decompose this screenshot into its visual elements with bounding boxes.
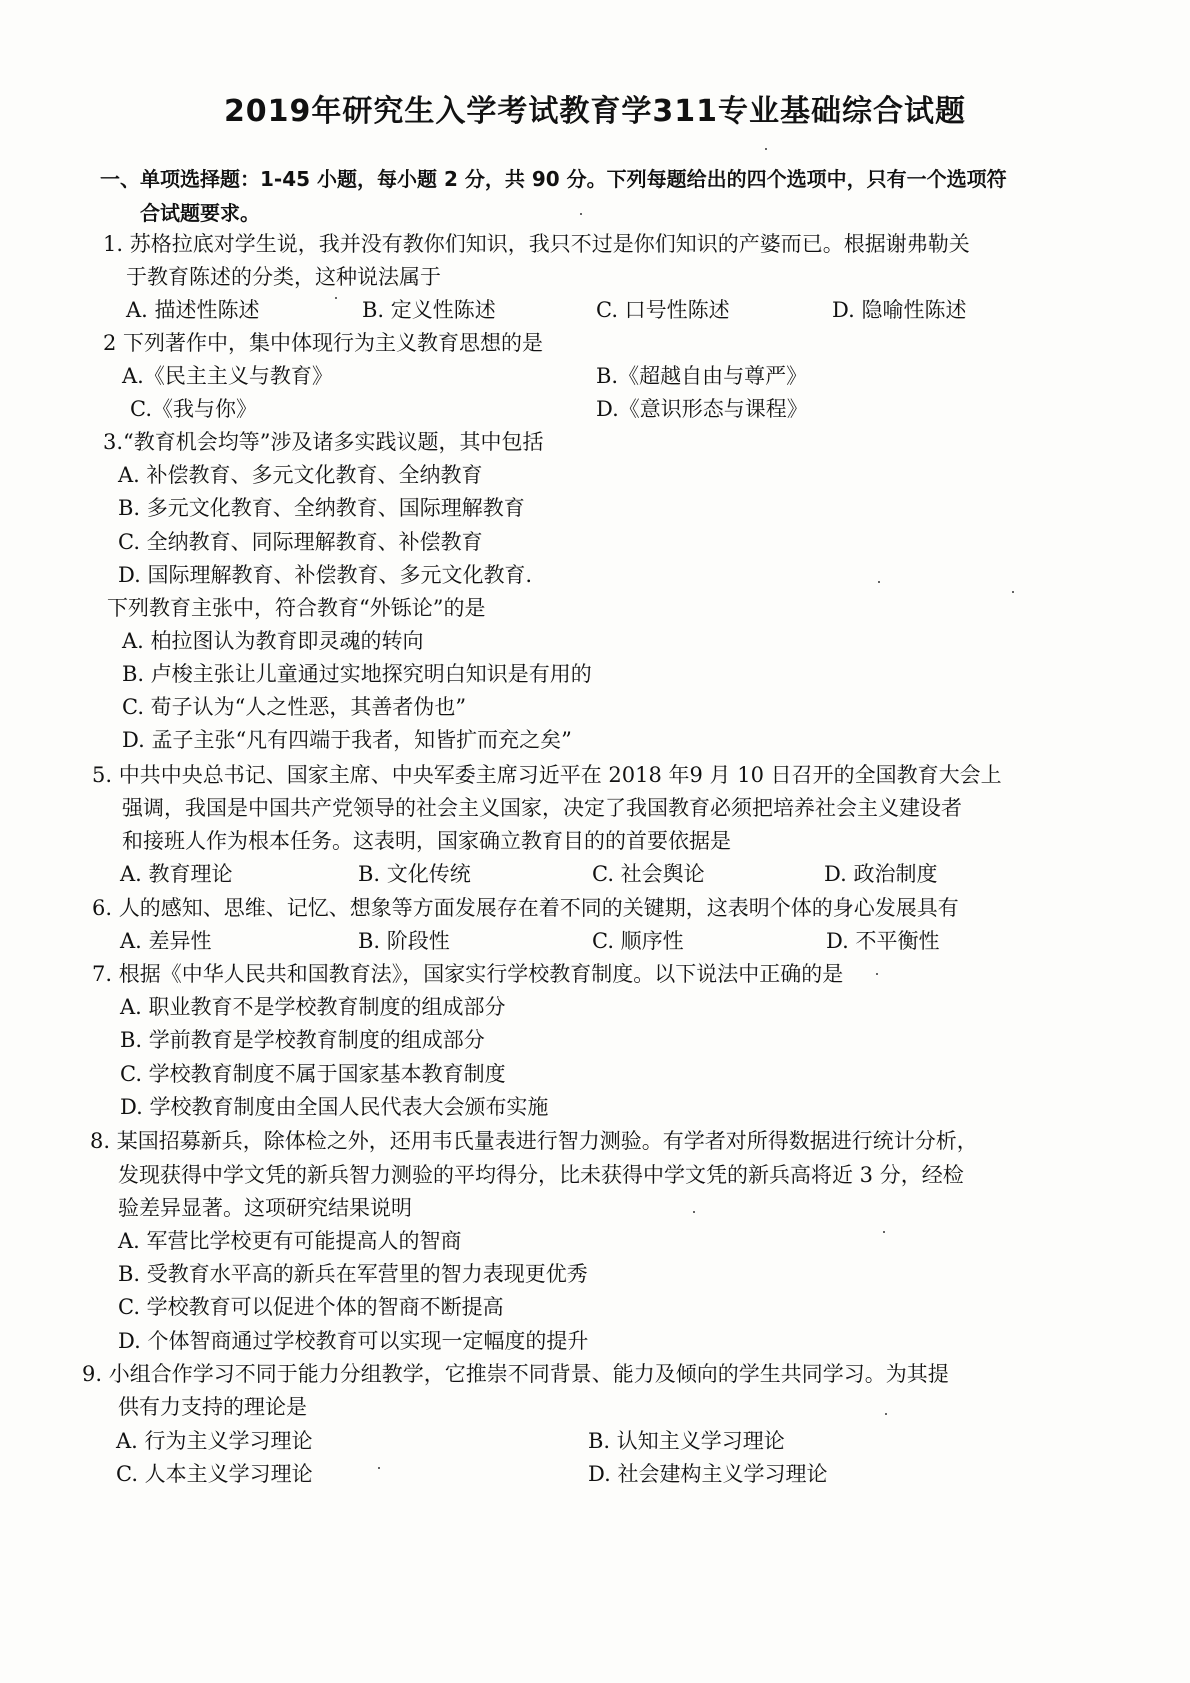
question-6-option-d: D. 不平衡性 <box>826 929 940 953</box>
question-7-option-c: C. 学校教育制度不属于国家基本教育制度 <box>120 1062 506 1086</box>
question-1-option-b: B. 定义性陈述 <box>362 298 496 322</box>
scan-speck <box>580 213 582 215</box>
scan-speck <box>885 1413 887 1415</box>
scan-speck <box>765 148 767 150</box>
scan-speck <box>335 297 337 299</box>
section-heading <box>100 162 1100 230</box>
question-2-option-c: C.《我与你》 <box>130 397 257 421</box>
scan-speck <box>378 1467 380 1469</box>
question-7-option-d: D. 学校教育制度由全国人民代表大会颁布实施 <box>120 1095 549 1119</box>
question-8-option-d: D. 个体智商通过学校教育可以实现一定幅度的提升 <box>118 1329 589 1353</box>
question-5-text-line-2: 强调，我国是中国共产党领导的社会主义国家，决定了我国教育必须把培养社会主义建设者 <box>122 796 962 820</box>
question-4-option-b: B. 卢梭主张让儿童通过实地探究明白知识是有用的 <box>122 662 592 686</box>
question-1-text-line-2: 于教育陈述的分类，这种说法属于 <box>126 265 441 289</box>
question-9-text-line-2: 供有力支持的理论是 <box>118 1395 307 1419</box>
question-8-text-line-3: 验差异显著。这项研究结果说明 <box>118 1196 412 1220</box>
question-5-option-d: D. 政治制度 <box>824 862 938 886</box>
page-title: 2019年研究生入学考试教育学311专业基础综合试题 <box>223 94 967 129</box>
question-6-text-line-1: 6. 人的感知、思维、记忆、想象等方面发展存在着不同的关键期，这表明个体的身心发展具有 <box>92 896 959 920</box>
question-7-option-a: A. 职业教育不是学校教育制度的组成部分 <box>120 995 506 1019</box>
question-8-option-c: C. 学校教育可以促进个体的智商不断提高 <box>118 1295 504 1319</box>
question-5-text-line-1: 5. 中共中央总书记、国家主席、中央军委主席习近平在 2018 年9 月 10 日召开的全国教育大会上 <box>92 763 1002 787</box>
question-4-option-c: C. 荀子认为“人之性恶，其善者伪也” <box>122 695 467 719</box>
question-4-option-a: A. 柏拉图认为教育即灵魂的转向 <box>122 629 424 653</box>
question-9-option-b: B. 认知主义学习理论 <box>588 1429 785 1453</box>
question-9-text-line-1: 9. 小组合作学习不同于能力分组教学，它推崇不同背景、能力及倾向的学生共同学习。为其提 <box>82 1362 949 1386</box>
question-7-option-b: B. 学前教育是学校教育制度的组成部分 <box>120 1028 485 1052</box>
section-heading-line-1: 一、单项选择题：1-45 小题，每小题 2 分，共 90 分。下列每题给出的四个选项中，只有一个选项符 <box>100 167 1007 191</box>
question-3-option-c: C. 全纳教育、同际理解教育、补偿教育 <box>118 530 483 554</box>
question-8-option-b: B. 受教育水平高的新兵在军营里的智力表现更优秀 <box>118 1262 588 1286</box>
question-2-text-line-1: 2 下列著作中，集中体现行为主义教育思想的是 <box>103 331 544 355</box>
question-3-option-b: B. 多元文化教育、全纳教育、国际理解教育 <box>118 496 525 520</box>
question-8-text-line-2: 发现获得中学文凭的新兵智力测验的平均得分，比未获得中学文凭的新兵高将近 3 分，经检 <box>118 1163 964 1187</box>
scan-speck <box>1012 591 1014 593</box>
question-5-option-a: A. 教育理论 <box>120 862 233 886</box>
section-heading-line-2: 合试题要求。 <box>140 201 260 225</box>
scan-speck <box>876 973 878 975</box>
question-3-text-line-1: 3.“教育机会均等”涉及诸多实践议题，其中包括 <box>103 430 544 454</box>
question-9-option-a: A. 行为主义学习理论 <box>116 1429 313 1453</box>
question-1-option-d: D. 隐喻性陈述 <box>832 298 967 322</box>
question-9-option-c: C. 人本主义学习理论 <box>116 1462 313 1486</box>
question-4-option-d: D. 孟子主张“凡有四端于我者，知皆扩而充之矣” <box>122 728 572 752</box>
scan-speck <box>693 1211 695 1213</box>
question-4-text-line-1: 下列教育主张中，符合教育“外铄论”的是 <box>107 596 486 620</box>
question-7-text-line-1: 7. 根据《中华人民共和国教育法》，国家实行学校教育制度。以下说法中正确的是 <box>92 962 844 986</box>
question-2-option-b: B.《超越自由与尊严》 <box>596 364 808 388</box>
question-8-option-a: A. 军营比学校更有可能提高人的智商 <box>118 1229 462 1253</box>
question-3-option-a: A. 补偿教育、多元文化教育、全纳教育 <box>118 463 483 487</box>
question-3-option-d: D. 国际理解教育、补偿教育、多元文化教育. <box>118 563 533 587</box>
scan-speck <box>883 1231 885 1233</box>
question-5-text-line-3: 和接班人作为根本任务。这表明，国家确立教育目的的首要依据是 <box>122 829 731 853</box>
scan-speck <box>878 581 880 583</box>
question-1-option-a: A. 描述性陈述 <box>126 298 260 322</box>
question-1-text-line-1: 1. 苏格拉底对学生说，我并没有教你们知识，我只不过是你们知识的产婆而已。根据谢弗勒关 <box>103 232 970 256</box>
question-5-option-c: C. 社会舆论 <box>592 862 705 886</box>
question-5-option-b: B. 文化传统 <box>358 862 471 886</box>
question-2-option-a: A.《民主主义与教育》 <box>122 364 333 388</box>
question-6-option-c: C. 顺序性 <box>592 929 684 953</box>
question-8-text-line-1: 8. 某国招募新兵，除体检之外，还用韦氏量表进行智力测验。有学者对所得数据进行统计分析， <box>90 1129 978 1153</box>
question-6-option-a: A. 差异性 <box>120 929 212 953</box>
question-9-option-d: D. 社会建构主义学习理论 <box>588 1462 828 1486</box>
question-2-option-d: D.《意识形态与课程》 <box>596 397 808 421</box>
question-1-option-c: C. 口号性陈述 <box>596 298 730 322</box>
question-6-option-b: B. 阶段性 <box>358 929 450 953</box>
